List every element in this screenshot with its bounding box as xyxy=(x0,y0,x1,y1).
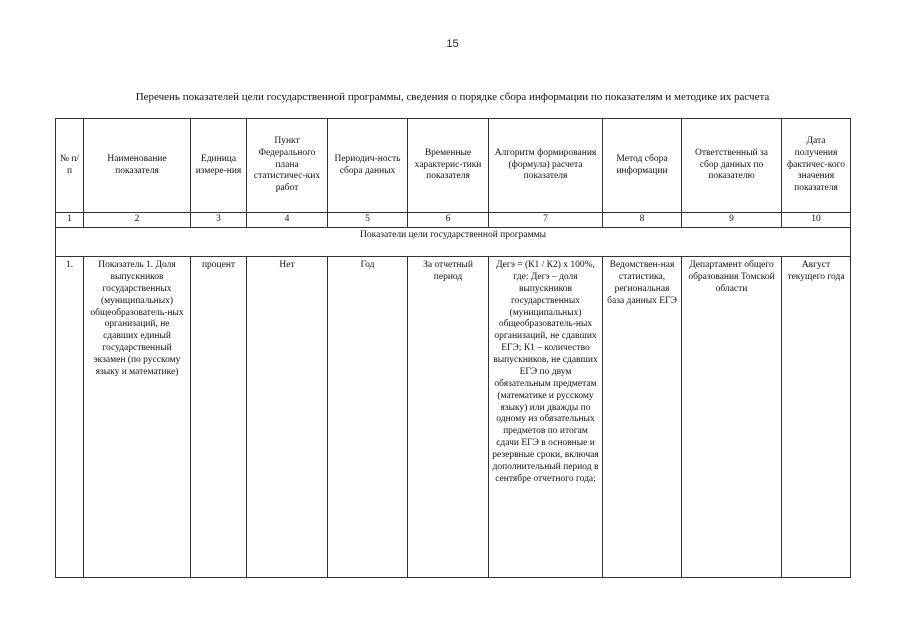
header-cell: Наименование показателя xyxy=(84,119,191,213)
time-characteristics-cell: За отчетный период xyxy=(408,257,489,578)
responsible-cell: Департамент общего образования Томской области xyxy=(682,257,782,578)
indicator-name: Показатель 1. Доля выпускников государственных (муниципальных) общеобразователь-ных организаций, не сдавших единый государственный экзамен (по русскому языку и математике) xyxy=(84,257,191,578)
header-cell: Пункт Федерального плана статистичес-ких работ xyxy=(247,119,328,213)
algorithm-cell: Дегэ = (К1 / К2) х 100%, где: Дегэ – доля выпускников государственных (муниципальных) общеобразователь-ных организаций, не сдавших ЕГЭ; К1 – количество выпускников, не сдавших ЕГЭ по двум обязательным предметам (математике и русскому языку) или дважды по одному из обязательных предметов по итогам сдачи ЕГЭ в основные и резервные сроки, включая дополнительный период в сентябре отчетного года; xyxy=(489,257,603,578)
page-number: 15 xyxy=(446,38,459,50)
column-number: 5 xyxy=(328,213,408,228)
column-number: 10 xyxy=(782,213,851,228)
row-number: 1. xyxy=(56,257,84,578)
unit-cell: процент xyxy=(191,257,247,578)
header-cell: Временные характерис-тики показателя xyxy=(408,119,489,213)
column-number: 8 xyxy=(603,213,682,228)
column-number: 4 xyxy=(247,213,328,228)
header-cell: Метод сбора информации xyxy=(603,119,682,213)
column-number: 9 xyxy=(682,213,782,228)
periodicity-cell: Год xyxy=(328,257,408,578)
column-number-row xyxy=(56,213,851,228)
header-cell: Ответственный за сбор данных по показателю xyxy=(682,119,782,213)
column-number: 6 xyxy=(408,213,489,228)
header-cell: Алгоритм формирования (формула) расчета показателя xyxy=(489,119,603,213)
date-obtained-cell: Август текущего года xyxy=(782,257,851,578)
table-caption: Перечень показателей цели государственной программы, сведения о порядке сбора информации по показателям и методике их расчета xyxy=(135,91,770,103)
column-number: 3 xyxy=(191,213,247,228)
header-row xyxy=(56,119,851,213)
section-row xyxy=(56,228,851,257)
header-cell: № п/п xyxy=(56,119,84,213)
collection-method-cell: Ведомствен-ная статистика, региональная база данных ЕГЭ xyxy=(603,257,682,578)
column-number: 2 xyxy=(84,213,191,228)
federal-plan-cell: Нет xyxy=(247,257,328,578)
header-cell: Дата получения фактичес-кого значения показателя xyxy=(782,119,851,213)
table-row xyxy=(56,257,851,578)
indicators-table xyxy=(55,118,851,578)
column-number: 7 xyxy=(489,213,603,228)
header-cell: Периодич-ность сбора данных xyxy=(328,119,408,213)
header-cell: Единица измере-ния xyxy=(191,119,247,213)
column-number: 1 xyxy=(56,213,84,228)
section-title: Показатели цели государственной программы xyxy=(56,228,851,257)
